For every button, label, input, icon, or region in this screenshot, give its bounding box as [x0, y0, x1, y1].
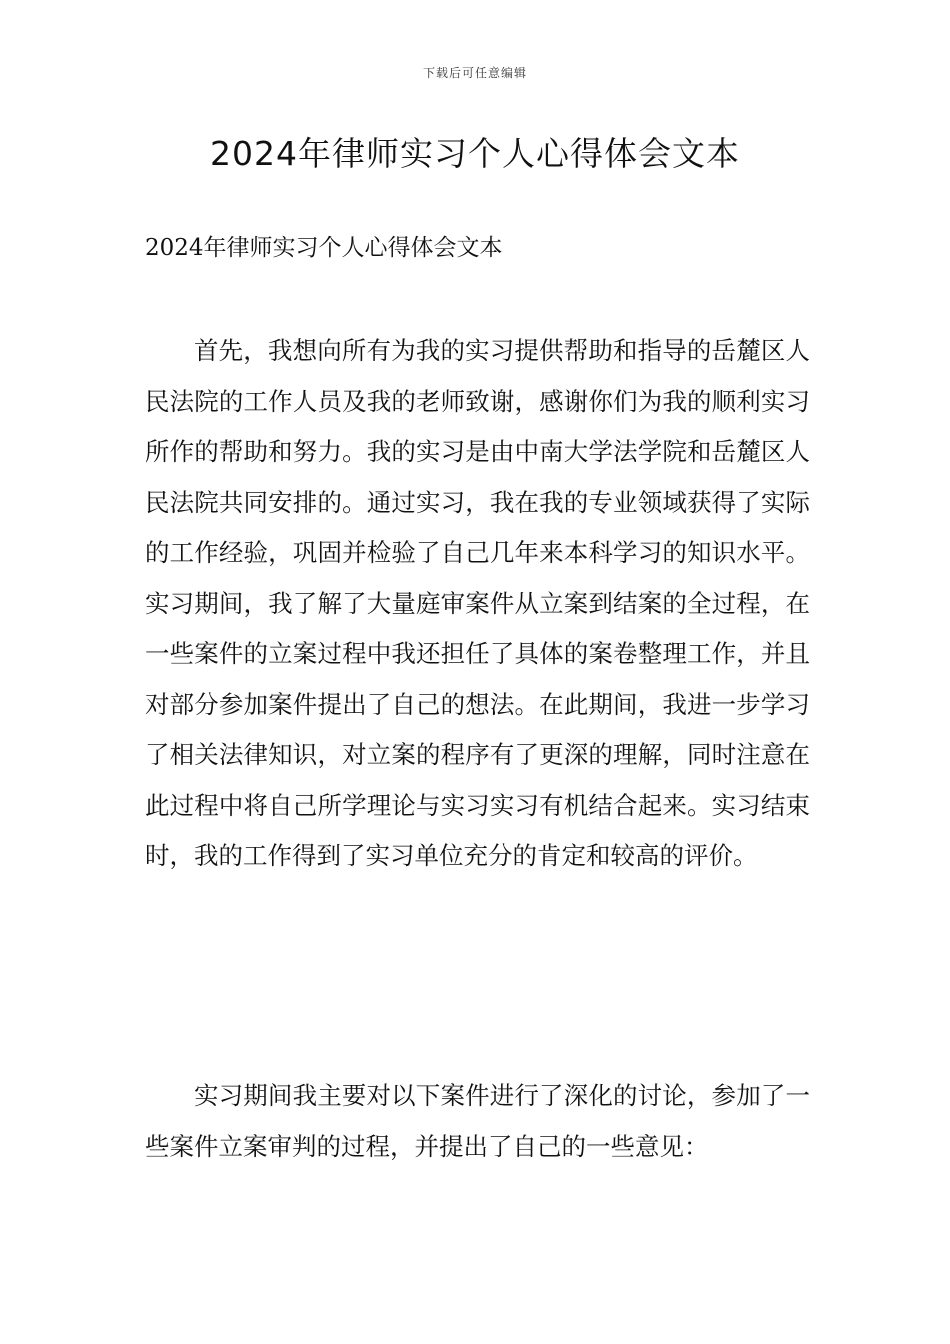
body-paragraph-2: 实习期间我主要对以下案件进行了深化的讨论，参加了一些案件立案审判的过程，并提出了自己的一些意见：: [145, 1081, 810, 1161]
header-note: 下载后可任意编辑: [422, 66, 527, 80]
document-subtitle: 2024年律师实习个人心得体会文本: [145, 235, 503, 261]
document-title: 2024年律师实习个人心得体会文本: [210, 134, 740, 173]
body-paragraph-1: 首先，我想向所有为我的实习提供帮助和指导的岳麓区人民法院的工作人员及我的老师致谢，感谢你们为我的顺利实习所作的帮助和努力。我的实习是由中南大学法学院和岳麓区人民法院共同安排的。通过实习，我在我的专业领域获得了实际的工作经验，巩固并检验了自己几年来本科学习的知识水平。实习期间，我了解了大量庭审案件从立案到结案的全过程，在一些案件的立案过程中我还担任了具体的案卷整理工作，并且对部分参加案件提出了自己的想法。在此期间，我进一步学习了相关法律知识，对立案的程序有了更深的理解，同时注意在此过程中将自己所学理论与实习实习有机结合起来。实习结束时，我的工作得到了实习单位充分的肯定和较高的评价。: [145, 336, 810, 870]
